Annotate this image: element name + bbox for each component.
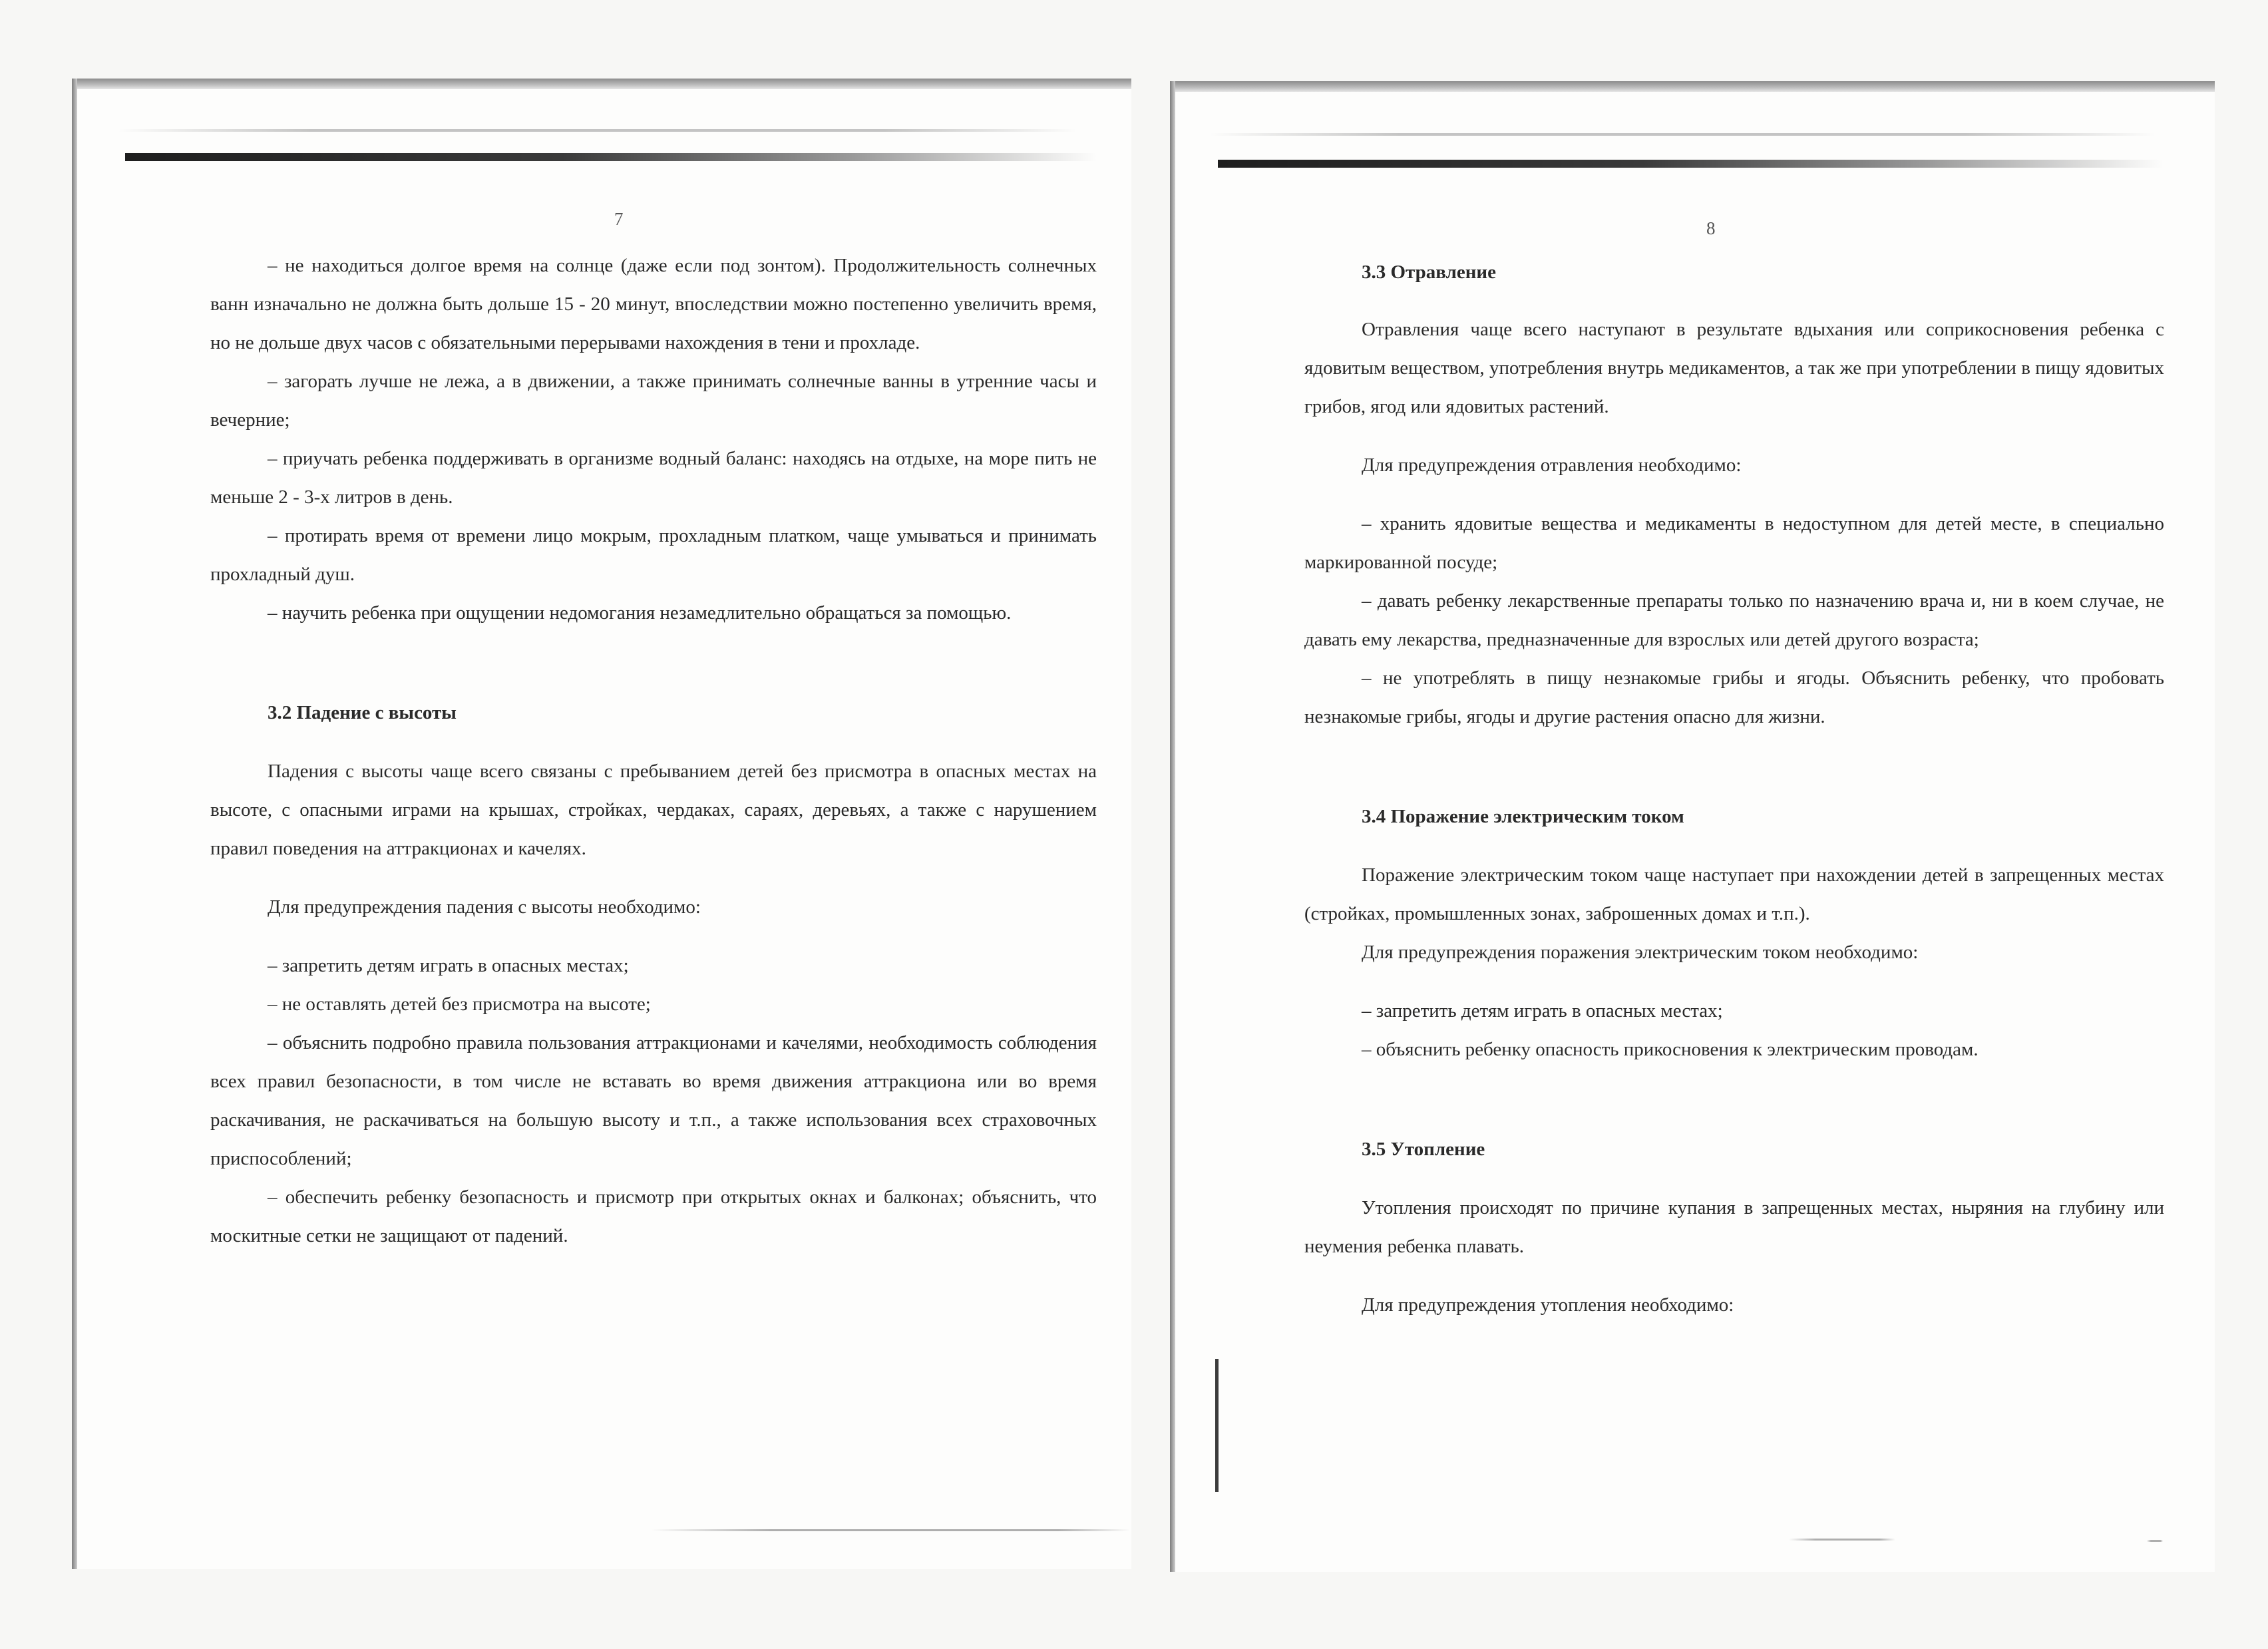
left-page-text — [210, 246, 1097, 1255]
list-item: – запретить детям играть в опасных местах; — [268, 955, 629, 976]
paragraph: – не находиться долгое время на солнце (даже если под зонтом). Продолжительность солнечных ванн изначально не должна быть дольше 15 - 20 минут, впоследствии можно постепенно увеличить время, но не дольше двух часов с обязательными перерывами нахождения в тени и прохладе. — [210, 255, 1097, 353]
scan-shadow-left — [72, 79, 77, 1569]
right-page — [1170, 81, 2215, 1572]
page-number: 7 — [614, 209, 624, 229]
right-page-text — [1304, 253, 2164, 1324]
section-title: 3.2 Падение с высоты — [268, 702, 457, 723]
list-item: – давать ребенку лекарственные препараты только по назначению врача и, ни в коем случае, не давать ему лекарства, предназначенные для взрослых или детей другого возраста; — [1304, 590, 2164, 650]
section-title: 3.5 Утопление — [1362, 1139, 1485, 1160]
prevention-lead: Для предупреждения поражения электрическим током необходимо: — [1362, 942, 1919, 963]
section-intro: Поражение электрическим током чаще наступает при нахождении детей в запрещенных местах (стройках, промышленных зонах, заброшенных домах и т.п.). — [1304, 864, 2164, 924]
left-page — [72, 79, 1131, 1569]
list-item: – объяснить подробно правила пользования аттракционами и качелями, необходимость соблюдения всех правил безопасности, в том числе не вставать во время движения аттракциона или во время раскачивания, не раскачиваться на большую высоту и т.п., а также использования всех страховочных приспособлений; — [210, 1032, 1097, 1169]
list-item: – не употреблять в пищу незнакомые грибы и ягоды. Объяснить ребенку, что пробовать незнакомые грибы, ягоды и другие растения опасно для жизни. — [1304, 667, 2164, 727]
header-bar — [1218, 160, 2163, 168]
list-item: – не оставлять детей без присмотра на высоте; — [268, 994, 651, 1015]
scan-shadow-left — [1170, 81, 1175, 1572]
header-faint-line — [118, 129, 1077, 132]
scan-mark — [1215, 1359, 1219, 1492]
footer-mark — [2147, 1540, 2163, 1542]
page-number: 8 — [1706, 218, 1716, 238]
section-intro: Отравления чаще всего наступают в результате вдыхания или соприкосновения ребенка с ядовитым веществом, употребления внутрь медикаментов, а так же при употреблении в пищу ядовитых грибов, ягод или ядовитых растений. — [1304, 319, 2164, 417]
section-title: 3.4 Поражение электрическим током — [1362, 806, 1684, 827]
footer-rule — [1789, 1539, 1895, 1541]
section-intro: Утопления происходят по причине купания в запрещенных местах, ныряния на глубину или неумения ребенка плавать. — [1304, 1197, 2164, 1257]
footer-rule — [651, 1529, 1130, 1531]
scan-shadow-top — [72, 79, 1131, 89]
section-intro: Падения с высоты чаще всего связаны с пребыванием детей без присмотра в опасных местах на высоте, с опасными играми на крышах, стройках, чердаках, сараях, деревьях, а также с нарушением правил поведения на аттракционах и качелях. — [210, 761, 1097, 859]
paragraph: – научить ребенка при ощущении недомогания незамедлительно обращаться за помощью. — [268, 602, 1012, 624]
list-item: – объяснить ребенку опасность прикосновения к электрическим проводам. — [1362, 1039, 1979, 1060]
prevention-lead: Для предупреждения отравления необходимо: — [1362, 455, 1742, 476]
scan-shadow-top — [1170, 81, 2215, 92]
list-item: – обеспечить ребенку безопасность и присмотр при открытых окнах и балконах; объяснить, что москитные сетки не защищают от падений. — [210, 1187, 1097, 1246]
list-item: – хранить ядовитые вещества и медикаменты в недоступном для детей месте, в специально маркированной посуде; — [1304, 513, 2164, 573]
list-item: – запретить детям играть в опасных местах; — [1362, 1000, 1723, 1021]
paragraph: – протирать время от времени лицо мокрым, прохладным платком, чаще умываться и принимать прохладный душ. — [210, 525, 1097, 585]
prevention-lead: Для предупреждения падения с высоты необходимо: — [268, 896, 701, 918]
paragraph: – приучать ребенка поддерживать в организме водный баланс: находясь на отдыхе, на море пить не меньше 2 - 3-х литров в день. — [210, 448, 1097, 508]
header-faint-line — [1210, 133, 2155, 136]
paragraph: – загорать лучше не лежа, а в движении, а также принимать солнечные ванны в утренние часы и вечерние; — [210, 371, 1097, 431]
header-bar — [125, 153, 1097, 161]
section-title: 3.3 Отравление — [1362, 262, 1496, 283]
prevention-lead: Для предупреждения утопления необходимо: — [1362, 1294, 1734, 1316]
